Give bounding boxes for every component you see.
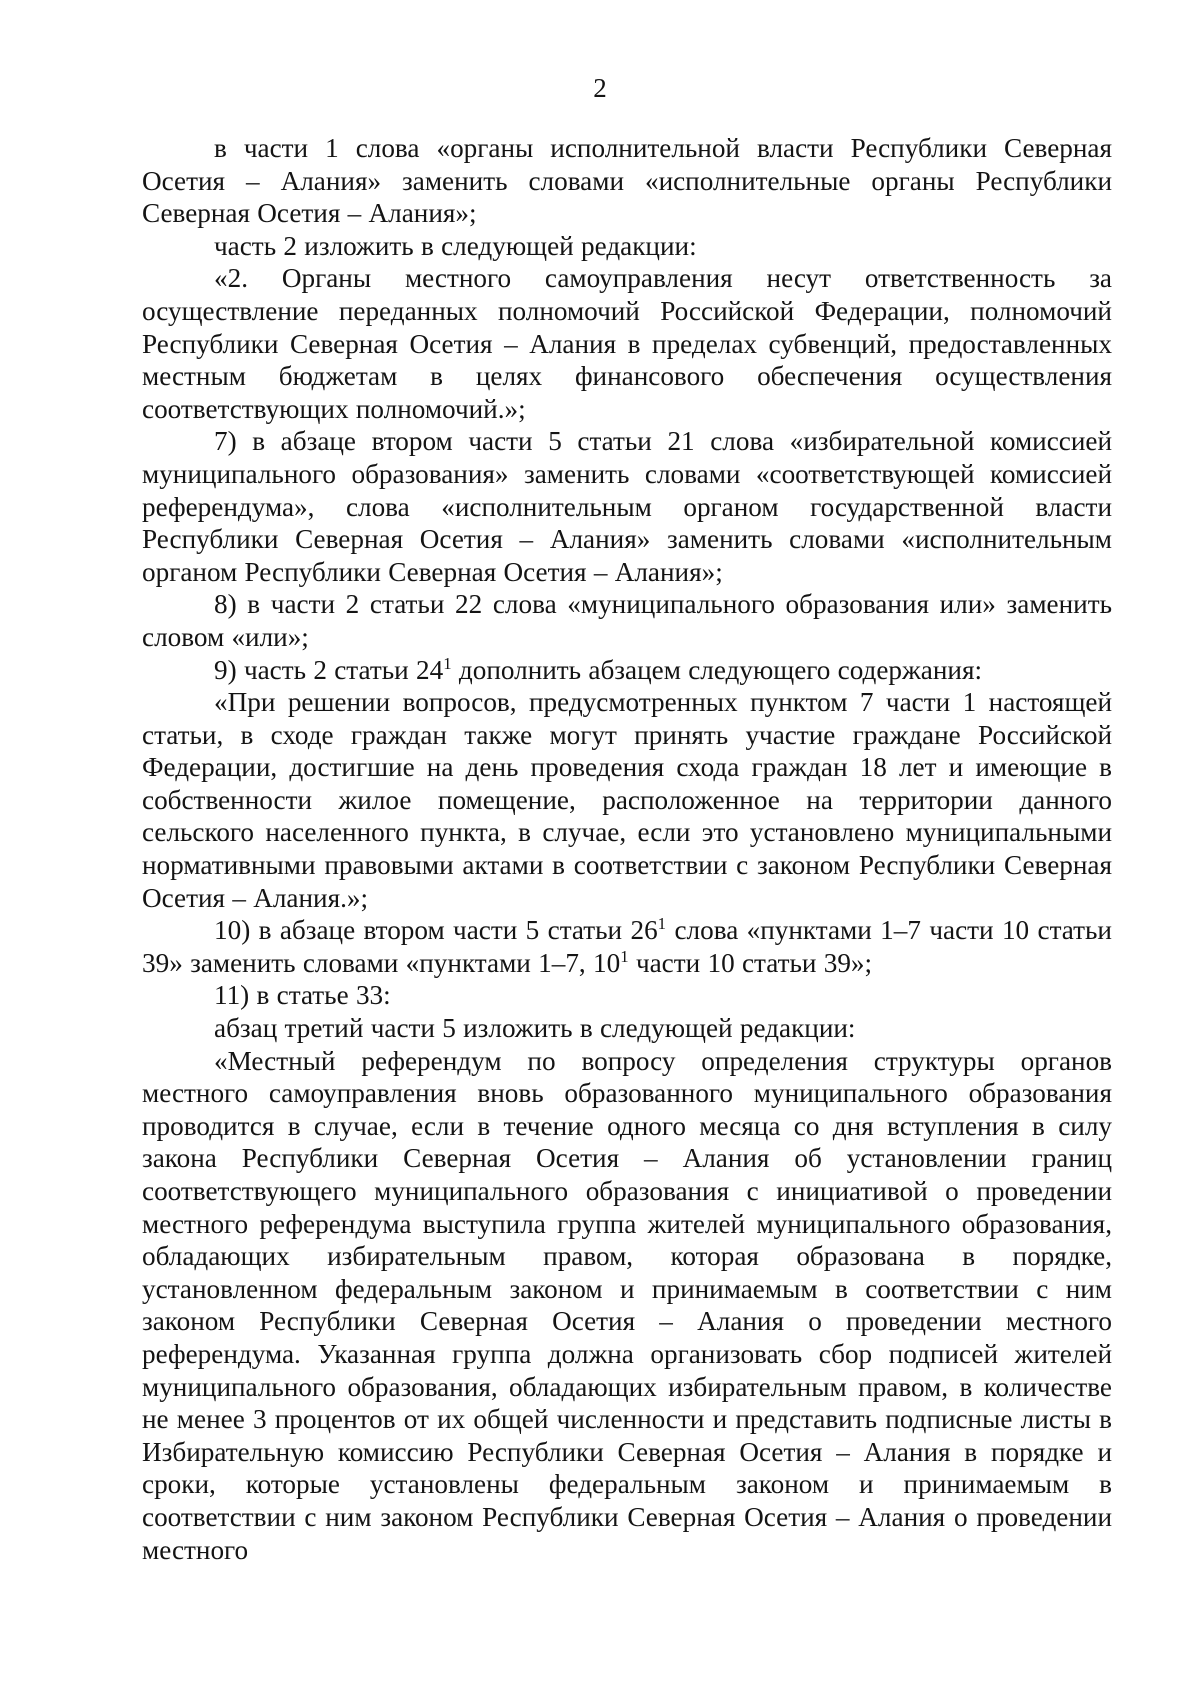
paragraph-text: слова «пунктами 1–7 части 10 статьи 39» заменить словами «пунктами 1–7, 10 xyxy=(142,915,1112,978)
paragraph-text: 9) часть 2 статьи 24 xyxy=(214,654,444,685)
paragraph-text: части 10 статьи 39»; xyxy=(628,947,873,978)
paragraph: «2. Органы местного самоуправления несут ответственность за осуществление переданных полномочий Российской Федерации, полномочий Республики Северная Осетия – Алания в пределах субвенций, предоставленных местным бюджетам в целях финансового обеспечения осуществления соответствующих полномочий.»; xyxy=(142,263,1112,424)
page-number: 2 xyxy=(593,73,607,103)
paragraph: часть 2 изложить в следующей редакции: xyxy=(214,230,697,261)
superscript: 1 xyxy=(443,653,452,673)
paragraph: 8) в части 2 статьи 22 слова «муниципального образования или» заменить словом «или»; xyxy=(142,589,1112,652)
superscript: 1 xyxy=(620,946,629,966)
paragraph-text: дополнить абзацем следующего содержания: xyxy=(451,654,983,685)
superscript: 1 xyxy=(657,914,667,934)
paragraph: в части 1 слова «органы исполнительной власти Республики Северная Осетия – Алания» заменить словами «исполнительные органы Республики Северная Осетия – Алания»; xyxy=(142,133,1112,229)
paragraph: 7) в абзаце втором части 5 статьи 21 слова «избирательной комиссией муниципального образования» заменить словами «соответствующей комиссией референдума», слова «исполнительным органом государственной власти Республики Северная Осетия – Алания» заменить словами «исполнительным органом Республики Северная Осетия – Алания»; xyxy=(142,426,1112,587)
paragraph xyxy=(142,654,1112,687)
document-body xyxy=(142,132,1112,1566)
paragraph xyxy=(142,914,1112,979)
paragraph: 11) в статье 33: xyxy=(214,980,391,1011)
paragraph: «При решении вопросов, предусмотренных пунктом 7 части 1 настоящей статьи, в сходе граждан также могут принять участие граждане Российской Федерации, достигшие на день проведения схода граждан 18 лет и имеющие в собственности жилое помещение, расположенное на территории данного сельского населенного пункта, в случае, если это установлено муниципальными нормативными правовыми актами в соответствии с законом Республики Северная Осетия – Алания.»; xyxy=(142,687,1112,913)
paragraph-text: 10) в абзаце втором части 5 статьи 26 xyxy=(214,915,658,946)
paragraph: «Местный референдум по вопросу определения структуры органов местного самоуправления вновь образованного муниципального образования проводится в случае, если в течение одного месяца со дня вступления в силу закона Республики Северная Осетия – Алания об установлении границ соответствующего муниципального образования с инициативой о проведении местного референдума выступила группа жителей муниципального образования, обладающих избирательным правом, которая образована в порядке, установленном федеральным законом и принимаемым в соответствии с ним законом Республики Северная Осетия – Алания о проведении местного референдума. Указанная группа должна организовать сбор подписей жителей муниципального образования, обладающих избирательным правом, в количестве не менее 3 процентов от их общей численности и представить подписные листы в Избирательную комиссию Республики Северная Осетия – Алания в порядке и сроки, которые установлены федеральным законом и принимаемым в соответствии с ним законом Республики Северная Осетия – Алания о проведении местного xyxy=(142,1045,1112,1565)
paragraph: абзац третий части 5 изложить в следующей редакции: xyxy=(214,1013,856,1044)
